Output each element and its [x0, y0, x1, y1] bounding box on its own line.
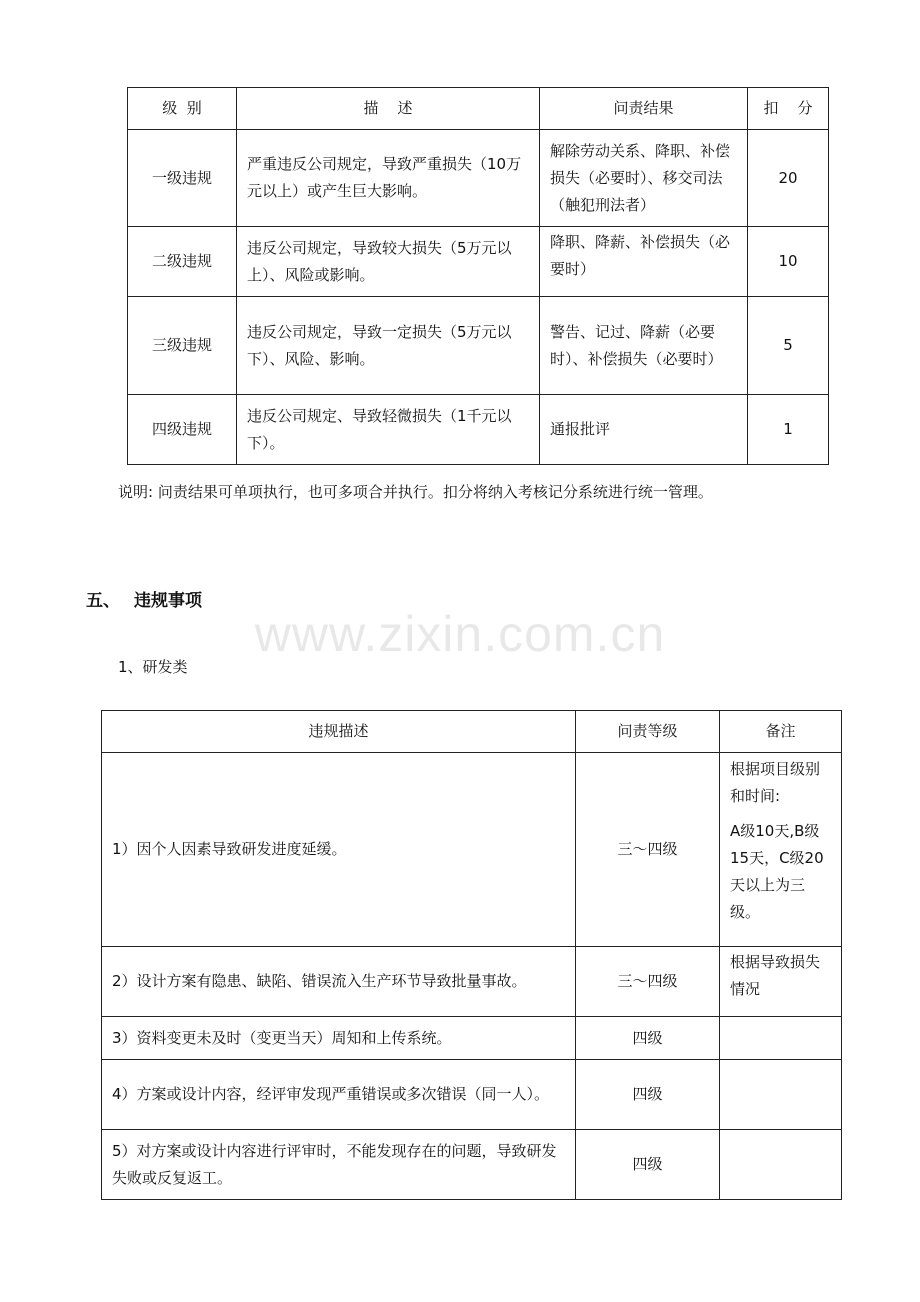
description-cell: 严重违反公司规定，导致严重损失（10万元以上）或产生巨大影响。 [237, 130, 540, 227]
accountability-level-cell: 三～四级 [576, 753, 720, 947]
header-result: 问责结果 [540, 88, 748, 130]
points-cell: 10 [748, 227, 829, 297]
table-row [128, 130, 829, 227]
table-row [102, 1017, 842, 1060]
header-points: 扣 分 [748, 88, 829, 130]
table-row [128, 395, 829, 465]
result-cell: 降职、降薪、补偿损失（必要时） [540, 227, 748, 297]
level-cell: 二级违规 [128, 227, 237, 297]
section-number: 五、 [86, 591, 120, 611]
result-cell: 通报批评 [540, 395, 748, 465]
remark-line: A级10天,B级15天，C级20天以上为三级。 [730, 822, 824, 921]
remark-cell [720, 753, 842, 947]
points-cell: 1 [748, 395, 829, 465]
table-row [102, 753, 842, 947]
result-cell: 警告、记过、降薪（必要时）、补偿损失（必要时） [540, 297, 748, 395]
remark-cell: 根据导致损失情况 [720, 947, 842, 1017]
header-violation-description: 违规描述 [102, 711, 576, 753]
remark-cell [720, 1130, 842, 1200]
section-title: 违规事项 [134, 591, 202, 611]
violation-description-cell: 2）设计方案有隐患、缺陷、错误流入生产环节导致批量事故。 [102, 947, 576, 1017]
table-note: 说明: 问责结果可单项执行，也可多项合并执行。扣分将纳入考核记分系统进行统一管理。 [118, 483, 713, 501]
description-cell: 违反公司规定、导致轻微损失（1千元以下）。 [237, 395, 540, 465]
table-row [102, 947, 842, 1017]
points-cell: 5 [748, 297, 829, 395]
remark-line: 根据项目级别和时间: [730, 760, 821, 805]
table-row [102, 1130, 842, 1200]
header-description: 描 述 [237, 88, 540, 130]
violation-description-cell: 5）对方案或设计内容进行评审时，不能发现存在的问题，导致研发失败或反复返工。 [102, 1130, 576, 1200]
violation-description-cell: 3）资料变更未及时（变更当天）周知和上传系统。 [102, 1017, 576, 1060]
description-cell: 违反公司规定，导致较大损失（5万元以上）、风险或影响。 [237, 227, 540, 297]
accountability-level-cell: 四级 [576, 1130, 720, 1200]
subsection-heading: 1、研发类 [118, 658, 188, 676]
accountability-level-cell: 四级 [576, 1017, 720, 1060]
header-remark: 备注 [720, 711, 842, 753]
level-cell: 四级违规 [128, 395, 237, 465]
violation-description-cell: 1）因个人因素导致研发进度延缓。 [102, 753, 576, 947]
section-heading [86, 588, 202, 614]
watermark: www.zixin.com.cn [254, 606, 666, 662]
points-cell: 20 [748, 130, 829, 227]
penalty-level-table [127, 87, 829, 465]
remark-cell [720, 1060, 842, 1130]
level-cell: 一级违规 [128, 130, 237, 227]
table-header-row [128, 88, 829, 130]
table-row [102, 1060, 842, 1130]
table-header-row [102, 711, 842, 753]
level-cell: 三级违规 [128, 297, 237, 395]
accountability-level-cell: 四级 [576, 1060, 720, 1130]
remark-cell [720, 1017, 842, 1060]
result-cell: 解除劳动关系、降职、补偿损失（必要时）、移交司法（触犯刑法者） [540, 130, 748, 227]
accountability-level-cell: 三～四级 [576, 947, 720, 1017]
header-accountability-level: 问责等级 [576, 711, 720, 753]
table-row [128, 297, 829, 395]
violation-description-cell: 4）方案或设计内容，经评审发现严重错误或多次错误（同一人）。 [102, 1060, 576, 1130]
rd-violation-table [101, 710, 842, 1200]
table-row [128, 227, 829, 297]
description-cell: 违反公司规定，导致一定损失（5万元以下）、风险、影响。 [237, 297, 540, 395]
header-level: 级 别 [128, 88, 237, 130]
